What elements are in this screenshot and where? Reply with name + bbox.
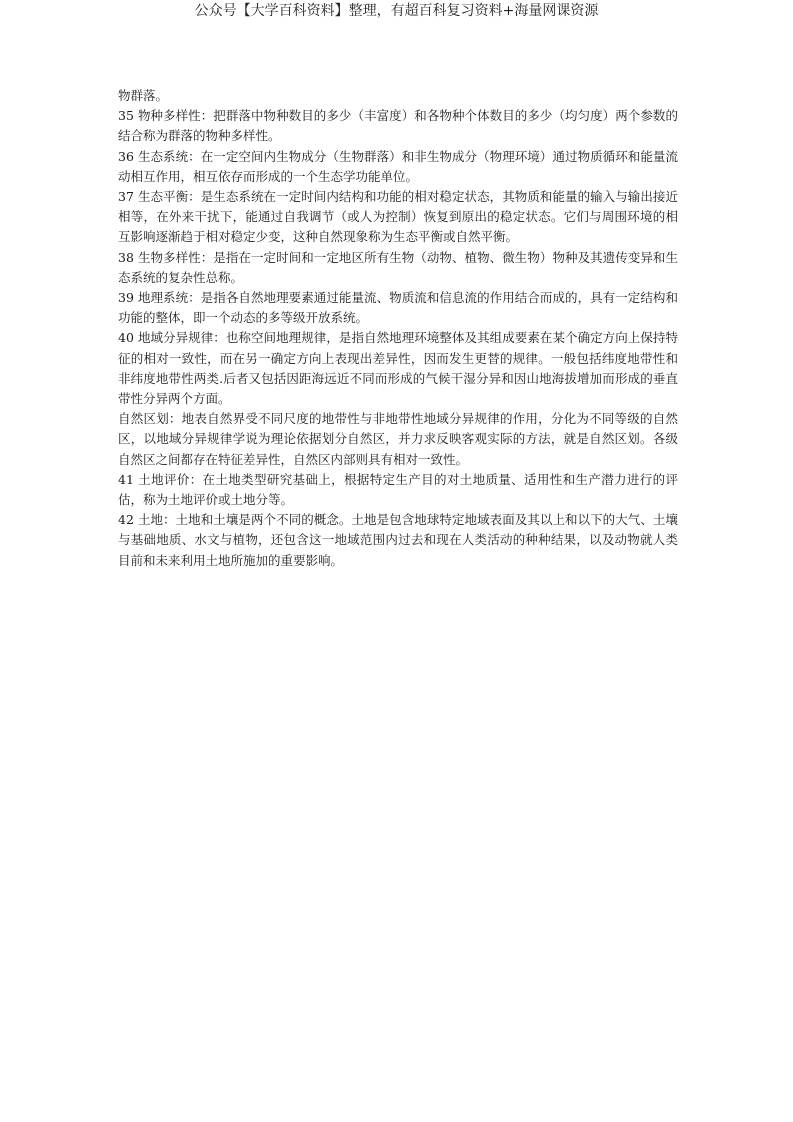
paragraph-continuation: 物群落。 xyxy=(118,88,169,103)
page-header: 公众号【大学百科资料】整理，有超百科复习资料+海量网课资源 xyxy=(194,3,599,19)
paragraph-42-land: 42 土地：土地和土壤是两个不同的概念。土地是包含地球特定地域表面及其以上和以下的大气、土壤与基础地质、水文与植物，还包含这一地域范围内过去和现在人类活动的种种结果，以及动物就人类目前和未来利用土地所施加的重要影响。 xyxy=(118,512,678,568)
paragraph-41-land-evaluation: 41 土地评价：在土地类型研究基础上，根据特定生产目的对土地质量、适用性和生产潜力进行的评估，称为土地评价或土地分等。 xyxy=(118,471,678,508)
paragraph-38-biodiversity: 38 生物多样性：是指在一定时间和一定地区所有生物（动物、植物、微生物）物种及其遗传变异和生态系统的复杂性总称。 xyxy=(118,249,678,285)
paragraph-36-ecosystem: 36 生态系统：在一定空间内生物成分（生物群落）和非生物成分（物理环境）通过物质循环和能量流动相互作用，相互依存而形成的一个生态学功能单位。 xyxy=(118,148,678,184)
paragraph-35-species-diversity: 35 物种多样性：把群落中物种数目的多少（丰富度）和各物种个体数目的多少（均匀度）两个参数的结合称为群落的物种多样性。 xyxy=(118,108,678,144)
paragraph-39-geographic-system: 39 地理系统：是指各自然地理要素通过能量流、物质流和信息流的作用结合而成的，具有一定结构和功能的整体，即一个动态的多等级开放系统。 xyxy=(118,290,678,326)
paragraph-40-regional-differentiation: 40 地域分异规律：也称空间地理规律，是指自然地理环境整体及其组成要素在某个确定方向上保持特征的相对一致性，而在另一确定方向上表现出差异性，因而发生更替的规律。一般包括纬度地带性和非纬度地带性两类.后者又包括因距海远近不同而形成的气候干湿分异和因山地海拔增加而形成的垂直带性分异两个方面。 xyxy=(118,330,678,407)
paragraph-natural-regionalization: 自然区划：地表自然界受不同尺度的地带性与非地带性地域分异规律的作用，分化为不同等级的自然区，以地域分异规律学说为理论依据划分自然区，并力求反映客观实际的方法，就是自然区划。各级自然区之间都存在特征差异性，自然区内部则具有相对一致性。 xyxy=(118,411,678,467)
document-body xyxy=(118,86,678,571)
paragraph-37-ecological-balance: 37 生态平衡：是生态系统在一定时间内结构和功能的相对稳定状态，其物质和能量的输入与输出接近相等，在外来干扰下，能通过自我调节（或人为控制）恢复到原出的稳定状态。它们与周围环境的相互影响逐渐趋于相对稳定少变，这种自然现象称为生态平衡或自然平衡。 xyxy=(118,189,678,245)
